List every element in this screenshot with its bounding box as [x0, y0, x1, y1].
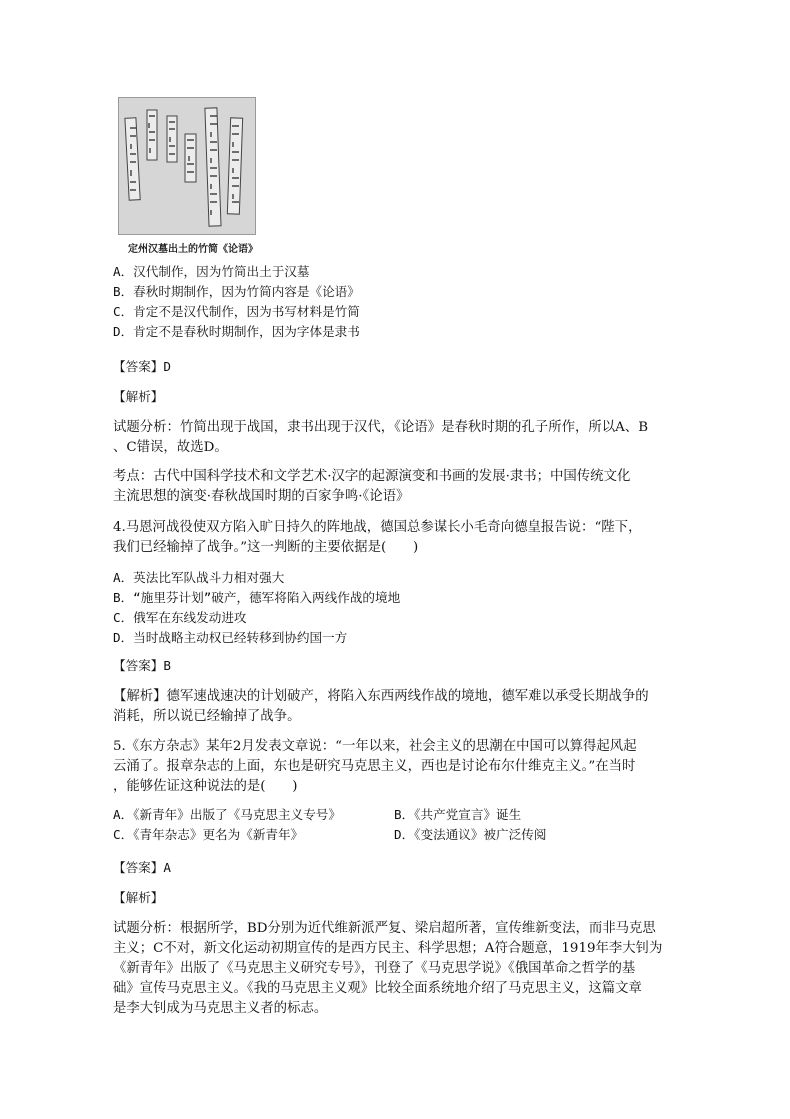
q4-option-a: A．英法比军队战斗力相对强大 — [113, 570, 285, 585]
q4-option-b: B．“施里芬计划”破产，德军将陷入两线作战的境地 — [113, 590, 401, 605]
q5-stem-line: 云涌了。报章杂志的上面，东也是研究马克思主义，西也是讨论布尔什维克主义。”在当时 — [113, 759, 636, 774]
figure-caption: 定州汉墓出土的竹简《论语》 — [128, 244, 258, 255]
bamboo-slips-illustration — [119, 98, 255, 234]
q3-analysis-label: 【解析】 — [113, 389, 164, 404]
q5-option-d: D．《变法通议》被广泛传阅 — [394, 827, 547, 842]
q5-answer: 【答案】A — [113, 860, 171, 875]
q4-analysis-line: 消耗，所以说已经输掉了战争。 — [113, 709, 301, 724]
q4-option-c: C．俄军在东线发动进攻 — [113, 610, 247, 625]
q5-stem-line: 5.《东方杂志》某年2月发表文章说：“一年以来，社会主义的思潮在中国可以算得起风起 — [113, 739, 637, 754]
q3-option-a: A．汉代制作，因为竹简出土于汉墓 — [113, 264, 310, 279]
q3-option-d: D．肯定不是春秋时期制作，因为字体是隶书 — [113, 324, 360, 339]
q5-analysis-line: 《新青年》出版了《马克思主义研究专号》，刊登了《马克思学说》《俄国革命之哲学的基 — [113, 961, 636, 976]
q3-option-b: B．春秋时期制作，因为竹简内容是《论语》 — [113, 284, 360, 299]
q3-analysis-line: 试题分析：竹简出现于战国，隶书出现于汉代，《论语》是春秋时期的孔子所作，所以A、B — [113, 420, 649, 435]
q5-analysis-label: 【解析】 — [113, 890, 164, 905]
q5-option-b: B．《共产党宣言》诞生 — [394, 807, 522, 822]
q5-analysis-line: 是李大钊成为马克思主义者的标志。 — [113, 1001, 328, 1016]
q3-kaodian-line: 主流思想的演变·春秋战国时期的百家争鸣·《论语》 — [113, 489, 410, 504]
q3-option-c: C．肯定不是汉代制作，因为书写材料是竹简 — [113, 304, 360, 319]
bamboo-slips-image — [118, 97, 256, 235]
q5-analysis-line: 主义；C不对，新文化运动初期宣传的是西方民主、科学思想；A符合题意，1919年李大钊为 — [113, 941, 663, 956]
q5-analysis-line: 试题分析：根据所学，BD分别为近代维新派严复、梁启超所著，宣传维新变法，而非马克思 — [113, 921, 656, 936]
q5-stem-line: ，能够佐证这种说法的是( ) — [113, 779, 298, 794]
q4-answer: 【答案】B — [113, 658, 171, 673]
q5-option-a: A．《新青年》出版了《马克思主义专号》 — [113, 807, 341, 822]
q4-option-d: D．当时战略主动权已经转移到协约国一方 — [113, 630, 348, 645]
q5-analysis-line: 础》宣传马克思主义。《我的马克思主义观》比较全面系统地介绍了马克思主义，这篇文章 — [113, 981, 642, 996]
q4-stem-line: 4.马恩河战役使双方陷入旷日持久的阵地战，德国总参谋长小毛奇向德皇报告说：“陛下， — [113, 520, 642, 535]
q4-analysis-line: 【解析】德军速战速决的计划破产，将陷入东西两线作战的境地，德军难以承受长期战争的 — [113, 689, 649, 704]
q5-option-c: C．《青年杂志》更名为《新青年》 — [113, 827, 304, 842]
q3-analysis-line: 、C错误，故选D。 — [113, 440, 228, 455]
q4-stem-line: 我们已经输掉了战争。”这一判断的主要依据是( ) — [113, 540, 419, 555]
q3-kaodian-line: 考点：古代中国科学技术和文学艺术·汉字的起源演变和书画的发展·隶书；中国传统文化 — [113, 469, 631, 484]
q3-answer: 【答案】D — [113, 359, 171, 374]
